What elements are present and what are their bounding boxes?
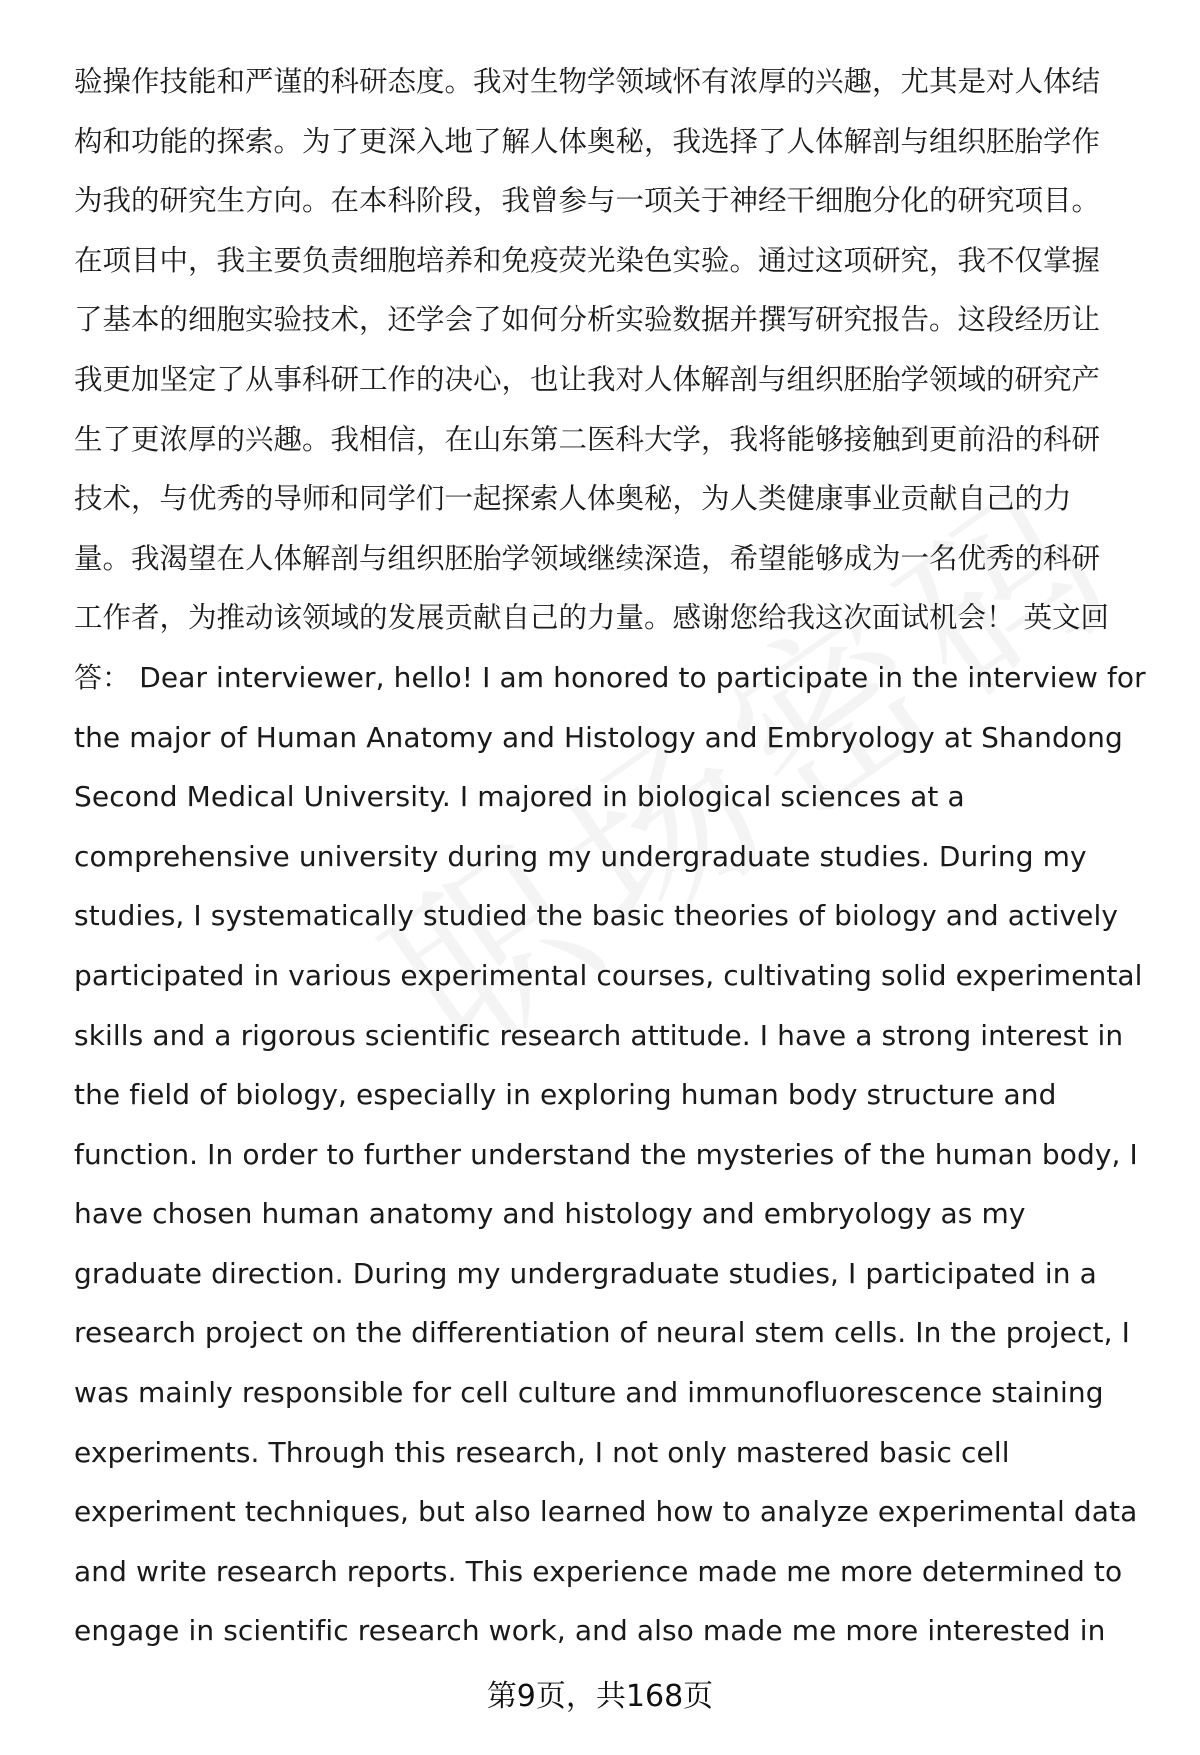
text-line: 工作者，为推动该领域的发展贡献自己的力量。感谢您给我这次面试机会！ 英文回 [74, 601, 1110, 635]
text-line: 技术，与优秀的导师和同学们一起探索人体奥秘，为人类健康事业贡献自己的力 [74, 482, 1072, 516]
text-line: 我更加坚定了从事科研工作的决心，也让我对人体解剖与组织胚胎学领域的研究产 [74, 362, 1101, 396]
text-line: 构和功能的探索。为了更深入地了解人体奥秘，我选择了人体解剖与组织胚胎学作 [74, 124, 1101, 158]
text-line: skills and a rigorous scientific research attitude. I have a strong interest in [74, 1018, 1124, 1052]
text-line: 为我的研究生方向。在本科阶段，我曾参与一项关于神经干细胞分化的研究项目。 [74, 184, 1101, 218]
text-line: 了基本的细胞实验技术，还学会了如何分析实验数据并撰写研究报告。这段经历让 [74, 303, 1101, 337]
text-line: engage in scientific research work, and also made me more interested in [74, 1614, 1106, 1648]
body-text [74, 52, 1164, 1661]
text-line: Second Medical University. I majored in biological sciences at a [74, 780, 965, 814]
text-line: was mainly responsible for cell culture and immunofluorescence staining [74, 1376, 1104, 1410]
text-line: 答： Dear interviewer, hello! I am honored to participate in the interview for [74, 660, 1146, 694]
page-number: 第9页，共168页 [486, 1679, 714, 1714]
text-line: research project on the differentiation of neural stem cells. In the project, I [74, 1316, 1130, 1350]
text-line: 生了更浓厚的兴趣。我相信，在山东第二医科大学，我将能够接触到更前沿的科研 [74, 422, 1101, 456]
text-line: the field of biology, especially in exploring human body structure and [74, 1078, 1057, 1112]
text-line: 量。我渴望在人体解剖与组织胚胎学领域继续深造，希望能够成为一名优秀的科研 [74, 541, 1101, 575]
text-line: graduate direction. During my undergraduate studies, I participated in a [74, 1256, 1097, 1290]
text-line: 在项目中，我主要负责细胞培养和免疫荧光染色实验。通过这项研究，我不仅掌握 [74, 243, 1101, 277]
text-line: function. In order to further understand the mysteries of the human body, I [74, 1137, 1138, 1171]
text-line: the major of Human Anatomy and Histology and Embryology at Shandong [74, 720, 1123, 754]
text-line: experiment techniques, but also learned how to analyze experimental data [74, 1495, 1138, 1529]
text-line: experiments. Through this research, I not only mastered basic cell [74, 1435, 1010, 1469]
text-line: have chosen human anatomy and histology and embryology as my [74, 1197, 1026, 1231]
text-line: and write research reports. This experience made me more determined to [74, 1554, 1123, 1588]
text-line: participated in various experimental courses, cultivating solid experimental [74, 958, 1143, 992]
text-line: comprehensive university during my undergraduate studies. During my [74, 839, 1087, 873]
text-line: studies, I systematically studied the basic theories of biology and actively [74, 899, 1119, 933]
text-line: 验操作技能和严谨的科研态度。我对生物学领域怀有浓厚的兴趣，尤其是对人体结 [74, 65, 1101, 98]
